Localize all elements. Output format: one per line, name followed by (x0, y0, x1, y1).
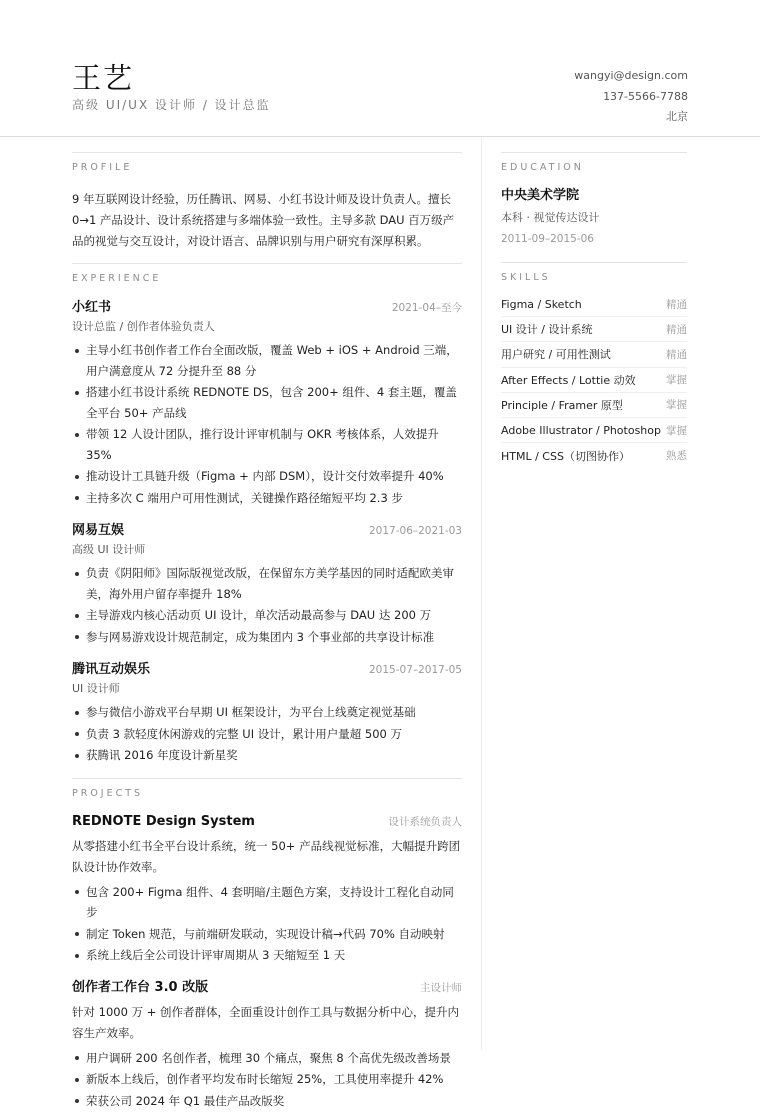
section-title-education: EDUCATION (501, 152, 687, 174)
skills-list (501, 292, 687, 468)
skill-name: 用户研究 / 可用性测试 (501, 348, 611, 362)
profile-summary: 9 年互联网设计经验，历任腾讯、网易、小红书设计师及设计负责人。擅长 0→1 产品设计、设计系统搭建与多端体验一致性。主导多款 DAU 百万级产品的视觉与交互设计，对设计语言、品牌识别与用户研究有深厚积累。 (72, 192, 455, 248)
job-company: 网易互娱 (72, 523, 125, 538)
contact-email[interactable]: wangyi@design.com (574, 69, 688, 82)
project-bullets (72, 882, 462, 966)
job-entry (72, 522, 462, 647)
job-company: 小红书 (72, 300, 112, 315)
skill-level: 熟悉 (666, 450, 687, 463)
project-name: REDNOTE Design System (72, 813, 255, 829)
section-title-experience: EXPERIENCE (72, 263, 462, 285)
bullet-item: 获腾讯 2016 年度设计新星奖 (72, 745, 462, 766)
bullet-item: 系统上线后全公司设计评审周期从 3 天缩短至 1 天 (72, 945, 462, 966)
job-role: UI 设计师 (72, 682, 120, 695)
bullet-item: 制定 Token 规范，与前端研发联动，实现设计稿→代码 70% 自动映射 (72, 924, 462, 945)
project-entry (72, 979, 462, 1112)
bullet-item: 主导小红书创作者工作台全面改版，覆盖 Web + iOS + Android 三端，用户满意度从 72 分提升至 88 分 (72, 340, 462, 381)
bullet-item: 包含 200+ Figma 组件、4 套明暗/主题色方案，支持设计工程化自动同步 (72, 882, 462, 923)
resume-header (0, 0, 760, 137)
project-description: 针对 1000 万 + 创作者群体，全面重设计创作工具与数据分析中心，提升内容生产效率。 (72, 1004, 460, 1040)
project-role: 设计系统负责人 (388, 815, 462, 828)
education-school: 中央美术学院 (501, 188, 580, 203)
job-bullets (72, 340, 462, 508)
contact-city: 北京 (666, 110, 688, 123)
project-role: 主设计师 (420, 981, 462, 994)
bullet-item: 新版本上线后，创作者平均发布时长缩短 25%，工具使用率提升 42% (72, 1069, 462, 1090)
bullet-item: 参与微信小游戏平台早期 UI 框架设计，为平台上线奠定视觉基础 (72, 702, 462, 723)
bullet-item: 荣获公司 2024 年 Q1 最佳产品改版奖 (72, 1091, 462, 1112)
column-divider (481, 138, 482, 1050)
bullet-item: 搭建小红书设计系统 REDNOTE DS，包含 200+ 组件、4 套主题，覆盖全平台 50+ 产品线 (72, 382, 462, 423)
job-date: 2015-07–2017-05 (369, 664, 462, 676)
job-company: 腾讯互动娱乐 (72, 662, 151, 677)
contact-block (574, 66, 688, 128)
skill-row (501, 393, 687, 418)
job-entry (72, 299, 462, 508)
job-role: 高级 UI 设计师 (72, 543, 146, 556)
skill-row (501, 418, 687, 443)
skill-level: 精通 (666, 298, 687, 311)
skill-level: 精通 (666, 323, 687, 336)
project-entry (72, 813, 462, 966)
skill-name: Principle / Framer 原型 (501, 398, 623, 412)
skill-row (501, 368, 687, 393)
skill-name: UI 设计 / 设计系统 (501, 323, 593, 337)
bullet-item: 主持多次 C 端用户可用性测试，关键操作路径缩短平均 2.3 步 (72, 488, 462, 509)
skill-name: Figma / Sketch (501, 297, 582, 311)
job-bullets (72, 702, 462, 766)
bullet-item: 负责《阴阳师》国际版视觉改版，在保留东方美学基因的同时适配欧美审美，海外用户留存率提升 18% (72, 563, 462, 604)
education-major: 本科 · 视觉传达设计 (501, 211, 600, 224)
education-date: 2011-09–2015-06 (501, 233, 594, 245)
skill-name: Adobe Illustrator / Photoshop (501, 423, 661, 437)
skill-row (501, 292, 687, 317)
skill-level: 掌握 (666, 424, 687, 437)
skill-name: After Effects / Lottie 动效 (501, 373, 636, 387)
project-description: 从零搭建小红书全平台设计系统，统一 50+ 产品线视觉标准，大幅提升跨团队设计协作效率。 (72, 838, 461, 874)
skill-name: HTML / CSS（切图协作） (501, 449, 630, 463)
job-date: 2017-06–2021-03 (369, 525, 462, 537)
skill-row (501, 317, 687, 342)
skill-row (501, 443, 687, 468)
bullet-item: 参与网易游戏设计规范制定，成为集团内 3 个事业部的共享设计标准 (72, 627, 462, 648)
bullet-item: 带领 12 人设计团队，推行设计评审机制与 OKR 考核体系，人效提升 35% (72, 424, 462, 465)
job-entry (72, 661, 462, 766)
section-title-profile: PROFILE (72, 152, 462, 174)
side-column (501, 152, 687, 468)
job-date: 2021-04–至今 (391, 302, 462, 314)
section-title-skills: SKILLS (501, 262, 687, 284)
skill-level: 掌握 (666, 399, 687, 412)
bullet-item: 主导游戏内核心活动页 UI 设计，单次活动最高参与 DAU 达 200 万 (72, 605, 462, 626)
job-role: 设计总监 / 创作者体验负责人 (72, 320, 215, 333)
job-bullets (72, 563, 462, 647)
skill-row (501, 342, 687, 367)
contact-phone[interactable]: 137-5566-7788 (603, 89, 688, 103)
section-title-projects: PROJECTS (72, 778, 462, 800)
project-name: 创作者工作台 3.0 改版 (72, 979, 209, 995)
candidate-name: 王艺 (72, 61, 135, 95)
bullet-item: 负责 3 款轻度休闲游戏的完整 UI 设计，累计用户量超 500 万 (72, 724, 462, 745)
skill-level: 掌握 (666, 374, 687, 387)
skill-level: 精通 (666, 348, 687, 361)
bullet-item: 用户调研 200 名创作者，梳理 30 个痛点，聚焦 8 个高优先级改善场景 (72, 1048, 462, 1069)
main-column (72, 152, 462, 1112)
bullet-item: 推动设计工具链升级（Figma + 内部 DSM），设计交付效率提升 40% (72, 466, 462, 487)
project-bullets (72, 1048, 462, 1112)
candidate-role: 高级 UI/UX 设计师 / 设计总监 (72, 98, 271, 112)
